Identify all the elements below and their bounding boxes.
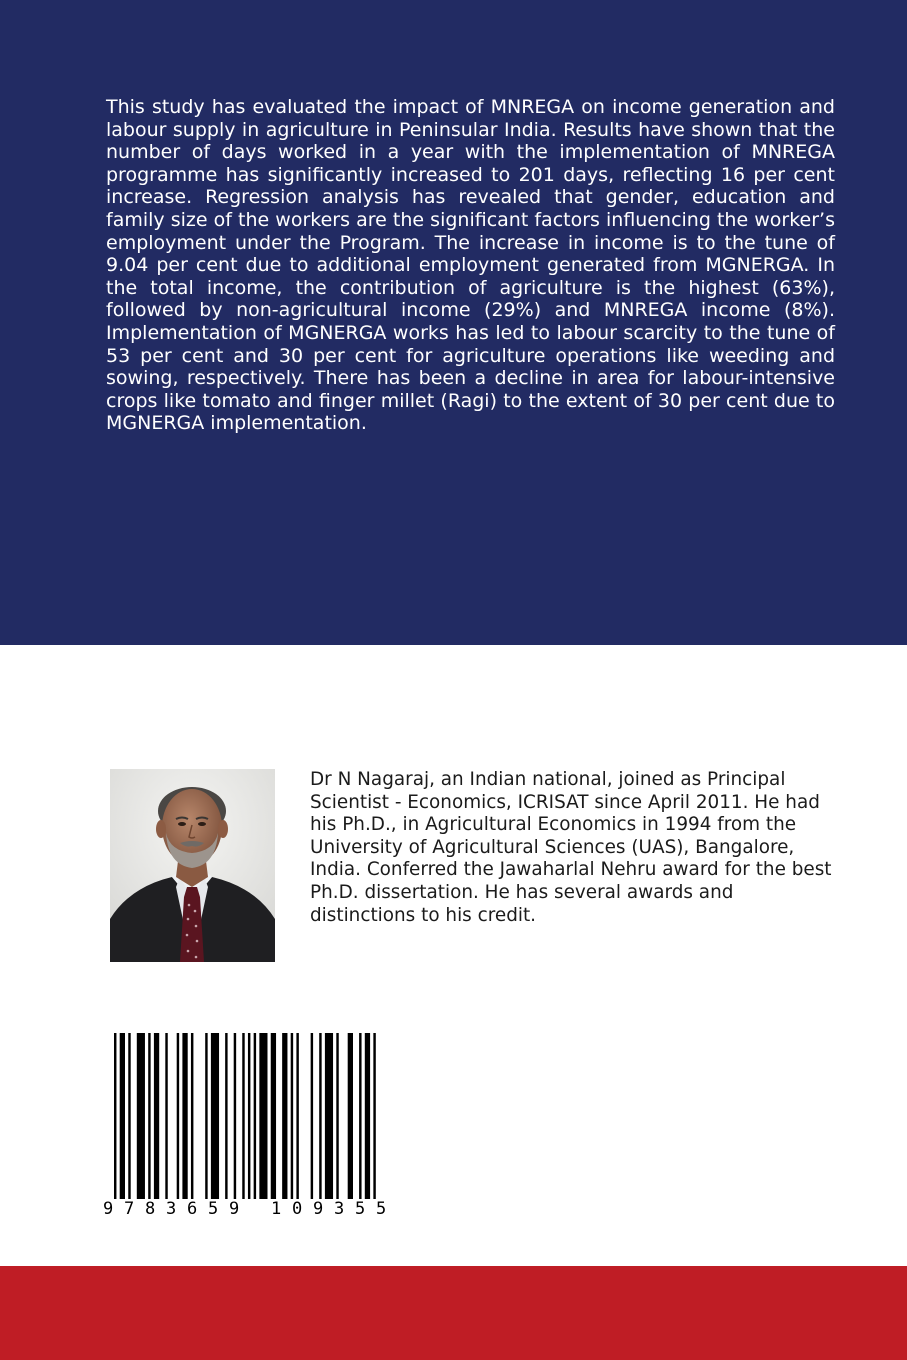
barcode-bar (137, 1033, 145, 1199)
bottom-color-band (0, 1266, 907, 1360)
barcode-bars-icon (114, 1033, 376, 1199)
isbn-digit: 9 (103, 1199, 114, 1219)
barcode-bar (242, 1033, 244, 1199)
barcode-bar (254, 1033, 256, 1199)
barcode-bar (205, 1033, 207, 1199)
isbn-digit: 7 (124, 1199, 135, 1219)
barcode-bar (291, 1033, 293, 1199)
isbn-digit: 6 (187, 1199, 198, 1219)
barcode-bar (271, 1033, 276, 1199)
barcode-bar (348, 1033, 353, 1199)
barcode-bar (148, 1033, 150, 1199)
barcode-bar (359, 1033, 361, 1199)
barcode-bar (282, 1033, 287, 1199)
barcode-bar (259, 1033, 267, 1199)
barcode-bar (365, 1033, 370, 1199)
isbn-barcode (102, 1030, 424, 1220)
barcode-bar (319, 1033, 321, 1199)
barcode-bar (311, 1033, 313, 1199)
barcode-bar (182, 1033, 187, 1199)
isbn-digit: 5 (208, 1199, 219, 1219)
isbn-digit: 9 (313, 1199, 324, 1219)
barcode-bar (234, 1033, 236, 1199)
isbn-digit: 0 (292, 1199, 303, 1219)
isbn-digit: 1 (271, 1199, 282, 1219)
barcode-bar (120, 1033, 125, 1199)
barcode-bar (177, 1033, 179, 1199)
barcode-bar (154, 1033, 159, 1199)
isbn-digit: 3 (334, 1199, 345, 1219)
barcode-bar (296, 1033, 298, 1199)
barcode-bar (336, 1033, 338, 1199)
barcode-bar (114, 1033, 116, 1199)
barcode-bar (248, 1033, 250, 1199)
barcode-bar (211, 1033, 219, 1199)
barcode-bar (191, 1033, 193, 1199)
author-photo (110, 769, 275, 962)
isbn-digit: 9 (229, 1199, 240, 1219)
abstract-text: This study has evaluated the impact of MNREGA on income generation and labour supply in agriculture in Peninsular India. Results have shown that the number of days worked in a year with the implementation of MNREGA programme has significantly increased to 201 days, reflecting 16 per cent increase. Regression analysis has revealed that gender, education and family size of the workers are the significant factors influencing the worker’s employment under the Program. The increase in income is to the tune of 9.04 per cent due to additional employment generated from MGNERGA. In the total income, the contribution of agriculture is the highest (63%), followed by non-agricultural income (29%) and MNREGA income (8%). Implementation of MGNERGA works has led to labour scarcity to the tune of 53 per cent and 30 per cent for agriculture operations like weeding and sowing, respectively. There has been a decline in area for labour-intensive crops like tomato and finger millet (Ragi) to the extent of 30 per cent due to MGNERGA implementation. (106, 96, 835, 435)
barcode-bar (128, 1033, 130, 1199)
barcode-bar (165, 1033, 167, 1199)
barcode-bar (373, 1033, 375, 1199)
isbn-digit: 8 (145, 1199, 156, 1219)
isbn-digit: 5 (376, 1199, 387, 1219)
isbn-digit: 5 (355, 1199, 366, 1219)
isbn-digit: 3 (166, 1199, 177, 1219)
author-bio: Dr N Nagaraj, an Indian national, joined as Principal Scientist - Economics, ICRISAT since April 2011. He had his Ph.D., in Agricultural Economics in 1994 from the University of Agricultural Sciences (UAS), Bangalore, India. Conferred the Jawaharlal Nehru award for the best Ph.D. dissertation. He has several awards and distinctions to his credit. (310, 769, 832, 926)
author-portrait-icon (110, 769, 275, 962)
abstract-panel (0, 0, 907, 645)
barcode-bar (225, 1033, 227, 1199)
isbn-digits (103, 1199, 386, 1219)
barcode-bar (325, 1033, 333, 1199)
